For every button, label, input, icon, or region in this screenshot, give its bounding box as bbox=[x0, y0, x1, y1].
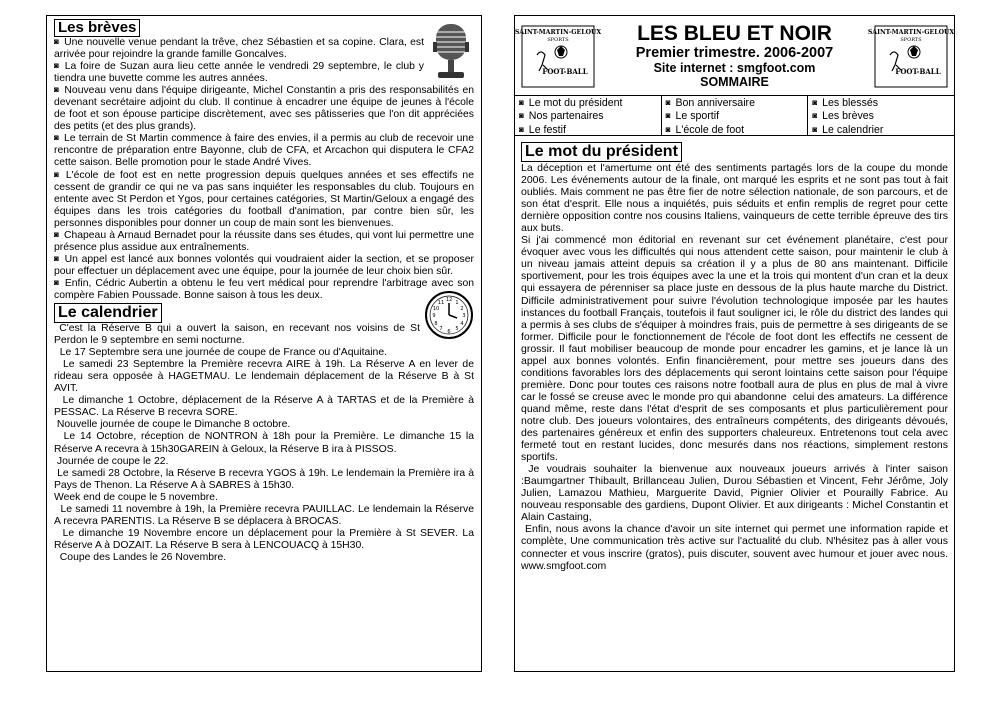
calendrier-line: Le samedi 28 Octobre, la Réserve B recevra YGOS à 19h. Le lendemain la Première ira à Pays de Thenon. La Réserve A à SABRES à 15h30. bbox=[54, 467, 477, 491]
svg-text:4: 4 bbox=[460, 321, 464, 328]
president-paragraph: Je voudrais souhaiter la bienvenue aux nouveaux joueurs arrivés à l'inter saison :Baumgartner Thibault, Brillanceau Julien, Durou Sébastien et Vincent, Fehr Jérôme, Joly Julien, Lamazou Mathieu, Marguerite David, Pignier Olivier et Pourailly Fabrice. Au nouveau responsable des gardiens, Dupont Olivier. Et aux dirigeants : Michel Constantin et Alain Castaing, bbox=[521, 463, 951, 524]
sommaire-item-label: Le sportif bbox=[675, 110, 720, 123]
svg-text:12: 12 bbox=[445, 297, 453, 304]
calendrier-line: Coupe des Landes le 26 Novembre. bbox=[54, 551, 227, 563]
svg-text:SPORTS: SPORTS bbox=[547, 37, 569, 43]
sommaire-heading: SOMMAIRE bbox=[700, 75, 769, 89]
breve-text: L'école de foot est en nette progression depuis quelques années et ses effectifs ne cessent de grandir ce qui ne va pas sans inquiéter les responsables du club. Toujours en entente avec St Perdon et Ygos, pour certaines catégories, St Martin/Geloux a engagé des équipes dans les trois catégories du football d'animation, par contre bien sûr, les personnes disponibles pour donner un coup de main sont les bienvenues. bbox=[54, 169, 474, 229]
sommaire-item bbox=[812, 124, 950, 137]
svg-text:11: 11 bbox=[437, 300, 445, 307]
svg-text:2: 2 bbox=[460, 306, 464, 313]
sommaire-item bbox=[812, 97, 950, 110]
journal-title: LES BLEU ET NOIR bbox=[637, 22, 832, 45]
journal-website: Site internet : smgfoot.com bbox=[653, 61, 816, 75]
bullet-icon: ◙ bbox=[665, 98, 671, 107]
calendrier-line: Le samedi 11 novembre à 19h, la Première recevra PAUILLAC. Le lendemain la Réserve A recevra PARENTIS. La Réserve B se déplacera à BROCAS. bbox=[54, 503, 477, 527]
breve-item bbox=[54, 61, 474, 85]
sommaire-item bbox=[519, 110, 657, 123]
bullet-icon: ◙ bbox=[812, 98, 818, 107]
bullet-icon: ◙ bbox=[54, 85, 59, 95]
svg-text:FOOT-BALL: FOOT-BALL bbox=[895, 67, 941, 76]
breve-text: Nouveau venu dans l'équipe dirigeante, Michel Constantin a pris des responsabilités en devenant secrétaire adjoint du club. Il continue à encadrer une équipe de jeunes à l'école de foot et son épouse participe discrètement, avec ses pâtisseries que l'on dit appréciées des petits (et des plus grands). bbox=[54, 85, 474, 133]
sommaire-item-label: Les brèves bbox=[822, 110, 874, 123]
svg-text:SPORTS: SPORTS bbox=[900, 37, 922, 43]
calendrier-line: Nouvelle journée de coupe le Dimanche 8 octobre. bbox=[54, 419, 291, 431]
bullet-icon: ◙ bbox=[54, 37, 59, 46]
breve-item bbox=[54, 230, 474, 254]
svg-text:SAINT-MARTIN-GELOUX: SAINT-MARTIN-GELOUX bbox=[514, 29, 602, 36]
calendrier-line: Le 14 Octobre, réception de NONTRON à 18h pour la Première. Le dimanche 15 la Réserve A recevra à 15h30GAREIN à Geloux, la Réserve B ira à PISSOS. bbox=[54, 431, 477, 455]
club-logo-left bbox=[514, 25, 602, 88]
sommaire-item-label: Les blessés bbox=[822, 97, 879, 109]
right-page bbox=[514, 15, 955, 672]
bullet-icon: ◙ bbox=[812, 124, 818, 134]
bullet-icon: ◙ bbox=[54, 253, 59, 263]
breve-item bbox=[54, 170, 474, 230]
club-logo-right bbox=[867, 25, 955, 88]
breve-item bbox=[54, 133, 474, 169]
president-paragraph: Si j'ai commencé mon éditorial en revenant sur cet événement planétaire, c'est pour évoquer avec vous les difficultés qui nous attendent cette saison, pour maintenir le club à un niveau jamais atteint depuis sa création il y a plus de 80 ans maintenant. Difficile sportivement, pour les trois équipes avec la une et la trois qui montent d'un cran et la deux qui essayera de pérenniser sa place juste en dessous de la plus haute marche du District. Difficile administrativement pour suivre l'évolution technologique imposée par les hautes instances du football Français, toutefois il faut souligner ici, le rôle du district des landes qui a permis à ses clubs de s'équiper à moindres frais, puis de permettre à ses dirigeants de se former. Difficile pour le fonctionnement de l'école de foot dont les effectifs ne cessent de grossir. Il faut mobiliser beaucoup de monde pour encadrer les gamins, et je lance là un appel aux bonnes volontés. Enfin financièrement, pour mettre ses joueurs dans des conditions favorables lors des déplacements qui seront lointains cette saison pour l'équipe première. Donc pour toutes ces raisons notre football aura de plus en plus de mal à vivre car le fossé se creuse avec le monde pro qui abandonne celui des amateurs. La différence quand même, reste dans l'état d'esprit de ses composants et plus particulièrement pour notre club. Des joueurs volontaires, des entraîneurs compétents, des dirigeants dévoués, des partenaires généreux et enfin des supporters chaleureux. Entretenons tout cela avec fermeté tout en restant lucides, donc mesurés dans nos réactions, simplement restons sportifs. bbox=[521, 234, 951, 464]
sommaire-item bbox=[666, 110, 804, 123]
calendrier-line: Journée de coupe le 22. bbox=[54, 455, 169, 467]
breve-text: Une nouvelle venue pendant la trêve, chez Sébastien et sa copine. Clara, est arrivée pour rejoindre la grande famille Goncalves. bbox=[54, 37, 424, 61]
microphone-icon bbox=[428, 22, 474, 82]
bullet-icon: ◙ bbox=[54, 61, 59, 71]
bullet-icon: ◙ bbox=[812, 111, 818, 121]
svg-text:10: 10 bbox=[432, 306, 440, 313]
sommaire-column bbox=[807, 96, 954, 135]
bullet-icon: ◙ bbox=[54, 229, 59, 239]
sommaire-item bbox=[519, 97, 657, 110]
sommaire-item-label: L'école de foot bbox=[675, 123, 745, 136]
svg-text:8: 8 bbox=[434, 321, 438, 328]
calendrier-line: Le dimanche 19 Novembre encore un déplacement pour la Première à St SEVER. La Réserve A à DOZAIT. La Réserve B sera à LENCOUACQ à 15H30. bbox=[54, 527, 477, 551]
president-section bbox=[515, 136, 954, 572]
clock-icon bbox=[424, 290, 474, 340]
sommaire-item bbox=[812, 110, 950, 123]
masthead bbox=[515, 16, 954, 96]
breve-text: La foire de Suzan aura lieu cette année le vendredi 29 septembre, le club y tiendra une buvette comme les autres années. bbox=[54, 61, 424, 85]
bullet-icon: ◙ bbox=[665, 111, 671, 121]
president-paragraph: La déception et l'amertume ont été des sentiments partagés lors de la coupe du monde 2006. Les événements autour de la finale, ont marqué les esprits et ne sont pas tout à fait oubliés. Mais comment ne pas être fier de notre sélection nationale, de son parcours, et de son état d'esprit. Elle nous a inquiétés, puis séduits et enfin remplis de regret pour cette dernière opposition contre nos cousins Italiens, vainqueurs de cette terrible épreuve des tirs aux buts. bbox=[521, 162, 951, 235]
breve-item bbox=[54, 254, 474, 278]
svg-text:6: 6 bbox=[447, 329, 451, 336]
bullet-icon: ◙ bbox=[519, 98, 524, 107]
svg-text:7: 7 bbox=[439, 326, 443, 333]
calendrier-line: Le dimanche 1 Octobre, déplacement de la Réserve A à TARTAS et de la Première à PESSAC. La Réserve B recevra SORE. bbox=[54, 395, 477, 419]
sommaire-item bbox=[519, 124, 657, 137]
breves-list bbox=[54, 37, 474, 302]
calendrier-title: Le calendrier bbox=[54, 303, 162, 323]
svg-text:SAINT-MARTIN-GELOUX: SAINT-MARTIN-GELOUX bbox=[867, 29, 955, 36]
journal-subtitle: Premier trimestre. 2006-2007 bbox=[635, 45, 834, 61]
sommaire-item bbox=[666, 97, 804, 110]
sommaire-table bbox=[515, 96, 954, 136]
svg-text:9: 9 bbox=[432, 313, 436, 320]
breve-item bbox=[54, 37, 474, 61]
calendrier-line: C'est la Réserve B qui a ouvert la saison, en recevant nos voisins de St Perdon le 9 septembre en semi nocturne. bbox=[54, 323, 423, 347]
calendrier-line: Le samedi 23 Septembre la Première recevra AIRE à 19h. La Réserve A en lever de rideau sera opposée à HAGETMAU. Le lendemain déplacement de la Réserve B à St AVIT. bbox=[54, 359, 477, 395]
president-title: Le mot du président bbox=[521, 142, 682, 162]
left-page bbox=[46, 15, 482, 672]
sommaire-item-label: Le mot du président bbox=[528, 97, 623, 109]
bullet-icon: ◙ bbox=[519, 111, 524, 121]
breve-text: Le terrain de St Martin commence à faire des envies, il a permis au club de recevoir une rencontre de préparation entre Bayonne, club de CFA, et Arcachon qui disputera le CFA2 cette saison. Belle promotion pour le stade André Vives. bbox=[54, 133, 474, 169]
sommaire-column bbox=[515, 96, 661, 135]
svg-text:3: 3 bbox=[462, 313, 466, 320]
calendrier-line: Le 17 Septembre sera une journée de coupe de France ou d'Aquitaine. bbox=[54, 347, 387, 359]
bullet-icon: ◙ bbox=[54, 133, 59, 143]
sommaire-item bbox=[666, 124, 804, 137]
bullet-icon: ◙ bbox=[54, 277, 59, 287]
bullet-icon: ◙ bbox=[54, 169, 59, 179]
breve-text: Un appel est lancé aux bonnes volontés qui voudraient aider la section, et se proposer pour effectuer un déplacement avec une équipe, pour la journée de leur choix bien sûr. bbox=[54, 253, 474, 277]
sommaire-item-label: Le calendrier bbox=[822, 123, 884, 136]
svg-text:5: 5 bbox=[455, 326, 459, 333]
sommaire-item-label: Bon anniversaire bbox=[675, 97, 755, 109]
breve-text: Enfin, Cédric Aubertin a obtenu le feu vert médical pour reprendre l'arbitrage avec son compère Fabien Poussade. Bonne saison à tous les deux. bbox=[54, 277, 475, 301]
president-paragraph: Enfin, nous avons la chance d'avoir un site internet qui permet une information rapide et complète, Une communication très active sur l'actualité du club. N'hésitez pas à aller vous connecter et vous inscrire (gratos), puis discuter, souvent avec humour et jouer avec nous. www.smgfoot.com bbox=[521, 523, 951, 572]
breve-item bbox=[54, 85, 474, 133]
svg-text:1: 1 bbox=[455, 300, 459, 307]
sommaire-item-label: Le festif bbox=[528, 123, 566, 136]
breves-title: Les brèves bbox=[54, 19, 140, 37]
sommaire-item-label: Nos partenaires bbox=[528, 110, 604, 123]
breve-item bbox=[54, 278, 474, 302]
bullet-icon: ◙ bbox=[519, 124, 524, 134]
breve-text: Chapeau à Arnaud Bernadet pour la réussite dans ses études, qui vont lui permettre une présence plus assidue aux entraînements. bbox=[54, 229, 474, 253]
bullet-icon: ◙ bbox=[665, 124, 671, 134]
calendrier-body bbox=[54, 323, 477, 564]
sommaire-column bbox=[661, 96, 808, 135]
calendrier-line: Week end de coupe le 5 novembre. bbox=[54, 491, 218, 503]
president-body bbox=[521, 162, 951, 572]
svg-text:FOOT-BALL: FOOT-BALL bbox=[542, 67, 588, 76]
